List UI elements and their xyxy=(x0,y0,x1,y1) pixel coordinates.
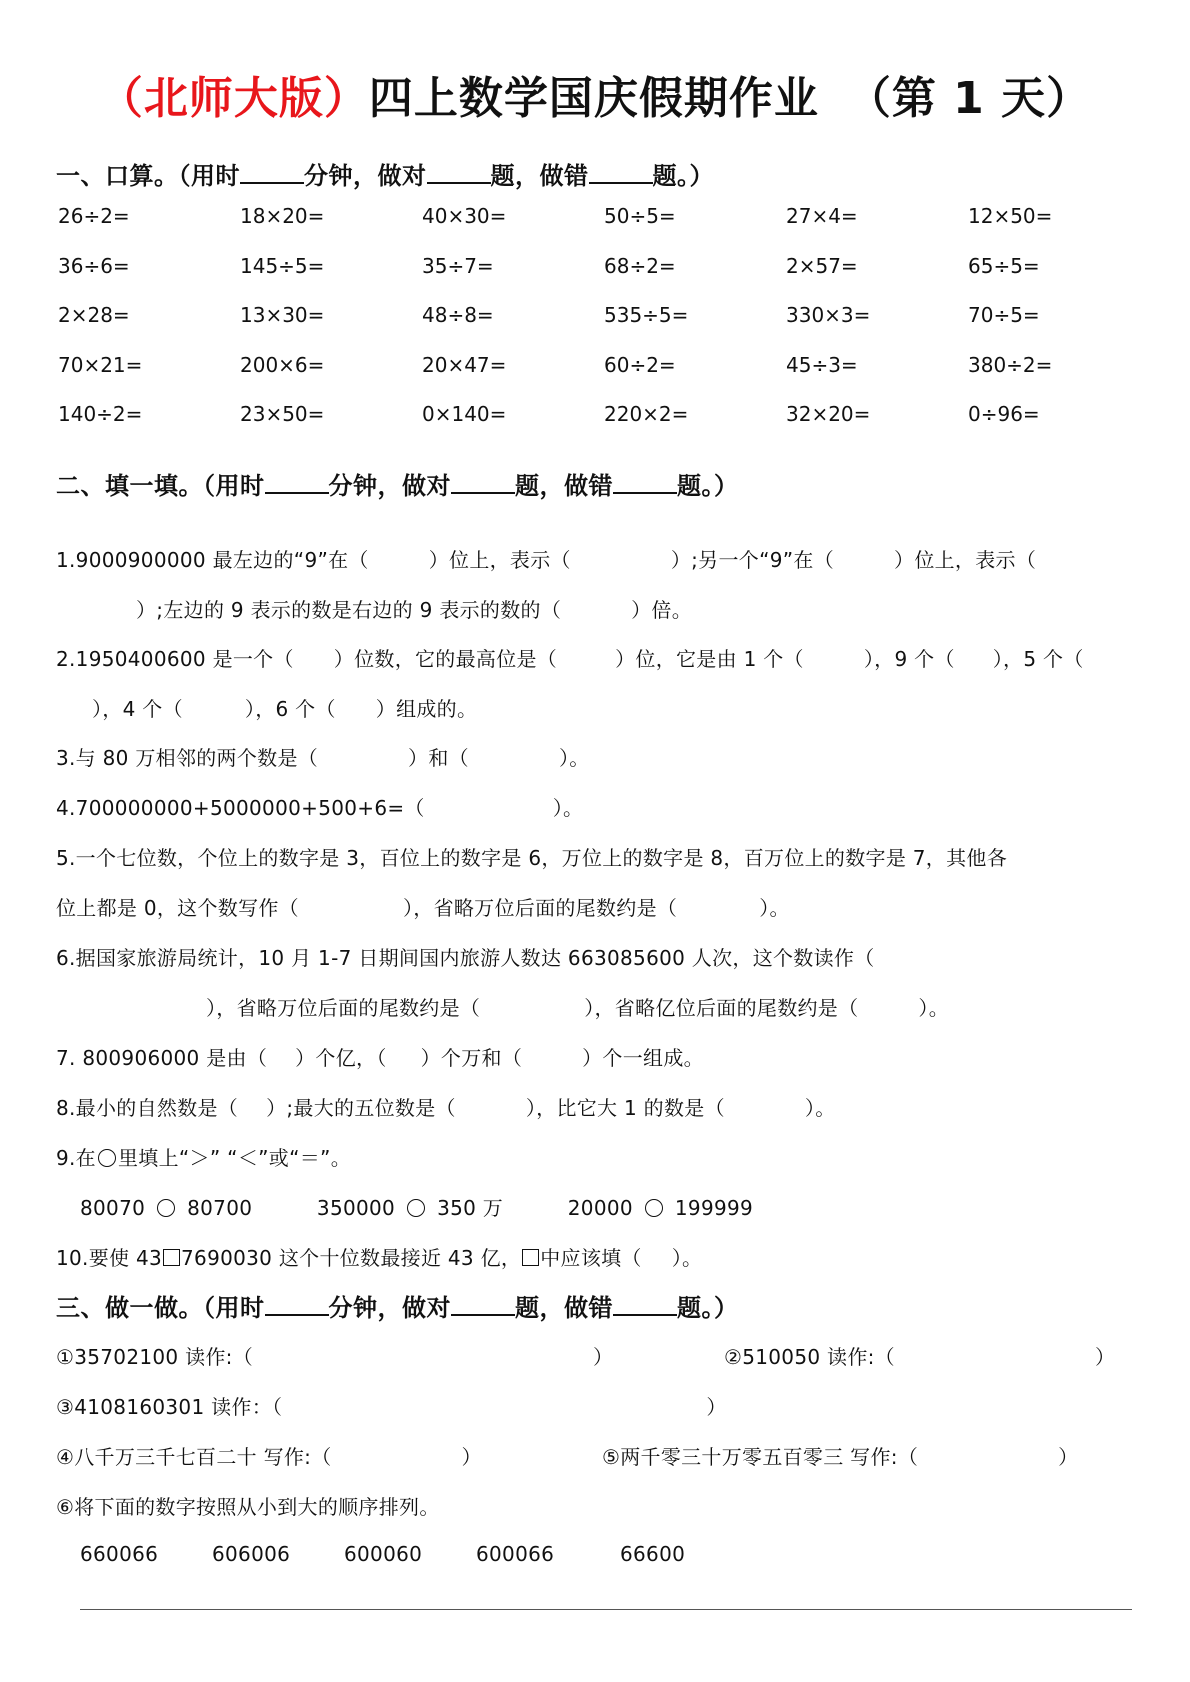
calc-item: 50÷5= xyxy=(604,204,676,228)
calc-item: 65÷5= xyxy=(968,253,1040,278)
calc-item: 23×50= xyxy=(240,402,325,426)
calc-item: 140÷2= xyxy=(58,402,143,426)
calc-item: 0×140= xyxy=(422,402,507,426)
calc-item: 145÷5= xyxy=(240,253,325,278)
calc-item: 20×47= xyxy=(422,352,507,377)
order-number: 600066 xyxy=(476,1542,555,1566)
read-item-3: ③4108160301 读作：（ ） xyxy=(56,1395,727,1419)
wrong-blank[interactable] xyxy=(589,162,653,184)
question-7: 7. 800906000 是由（ ）个亿，（ ）个万和（ ）个一组成。 xyxy=(56,1046,704,1070)
correct-blank[interactable] xyxy=(451,472,515,494)
calc-item: 12×50= xyxy=(968,204,1053,228)
question-2: 2.1950400600 是一个（ ）位数，它的最高位是（ ）位，它是由 1 个（ ），9 个（ ），5 个（ xyxy=(56,647,1084,671)
calc-item: 70×21= xyxy=(58,352,143,377)
calc-item: 200×6= xyxy=(240,352,325,377)
circle-icon xyxy=(98,1149,116,1167)
calc-item: 330×3= xyxy=(786,303,871,327)
correct-blank[interactable] xyxy=(427,162,491,184)
title-day: （第 1 天） xyxy=(846,73,1092,124)
calc-row xyxy=(58,303,1158,353)
question-8: 8.最小的自然数是（ ）;最大的五位数是（ ），比它大 1 的数是（ ）。 xyxy=(56,1096,836,1120)
question-4: 4.700000000+5000000+500+6=（ ）。 xyxy=(56,796,584,820)
order-number: 66600 xyxy=(620,1542,686,1566)
section-3-header: 三、做一做。（用时 分钟，做对 题，做错 题。） xyxy=(56,1294,739,1322)
calc-item: 45÷3= xyxy=(786,352,858,377)
compare-circle[interactable] xyxy=(645,1199,663,1217)
write-item-5: ⑤两千零三十万零五百零三 写作:（ ） xyxy=(602,1445,1079,1469)
title-edition: （北师大版） xyxy=(98,73,369,124)
wrong-blank[interactable] xyxy=(613,1294,677,1316)
calc-item: 535÷5= xyxy=(604,303,689,327)
order-number: 606006 xyxy=(212,1542,291,1566)
mental-math-grid xyxy=(58,204,1158,452)
calc-item: 35÷7= xyxy=(422,253,494,278)
order-item-6: ⑥将下面的数字按照从小到大的顺序排列。 xyxy=(56,1495,440,1519)
calc-item: 32×20= xyxy=(786,402,871,426)
question-9: 9.在 里填上“＞” “＜”或“＝”。 xyxy=(56,1146,352,1170)
calc-item: 36÷6= xyxy=(58,253,130,278)
correct-blank[interactable] xyxy=(451,1294,515,1316)
time-blank[interactable] xyxy=(265,472,329,494)
time-blank[interactable] xyxy=(265,1294,329,1316)
question-10: 10.要使 43 7690030 这个十位数最接近 43 亿， 中应该填（ ）。 xyxy=(56,1246,703,1270)
calc-item: 70÷5= xyxy=(968,303,1040,327)
calc-item: 48÷8= xyxy=(422,303,494,327)
calc-item: 2×57= xyxy=(786,253,858,278)
calc-item: 40×30= xyxy=(422,204,507,228)
question-2-cont: ），4 个（ ），6 个（ ）组成的。 xyxy=(92,697,478,721)
calc-item: 26÷2= xyxy=(58,204,130,228)
calc-row xyxy=(58,402,1158,452)
calc-row xyxy=(58,254,1158,304)
read-item-1: ①35702100 读作:（ ） xyxy=(56,1345,614,1369)
calc-item: 60÷2= xyxy=(604,352,676,377)
calc-item: 18×20= xyxy=(240,204,325,228)
question-1-cont: ）;左边的 9 表示的数是右边的 9 表示的数的（ ）倍。 xyxy=(136,598,693,622)
question-5-cont: 位上都是 0，这个数写作（ ），省略万位后面的尾数约是（ ）。 xyxy=(56,896,790,920)
question-3: 3.与 80 万相邻的两个数是（ ）和（ ）。 xyxy=(56,746,590,770)
calc-item: 68÷2= xyxy=(604,253,676,278)
read-item-2: ②510050 读作:（ ） xyxy=(724,1345,1116,1369)
section-2-header: 二、填一填。（用时 分钟，做对 题，做错 题。） xyxy=(56,472,739,500)
digit-box[interactable] xyxy=(163,1249,180,1266)
compare-circle[interactable] xyxy=(407,1199,425,1217)
order-numbers xyxy=(80,1542,720,1566)
calc-item: 13×30= xyxy=(240,303,325,327)
calc-item: 27×4= xyxy=(786,204,858,228)
question-6-cont: ），省略万位后面的尾数约是（ ），省略亿位后面的尾数约是（ ）。 xyxy=(206,996,950,1020)
question-9-compare xyxy=(80,1192,811,1221)
calc-row xyxy=(58,204,1158,254)
question-5: 5.一个七位数，个位上的数字是 3，百位上的数字是 6，万位上的数字是 8，百万位上的数字是 7，其他各 xyxy=(56,846,1008,870)
title-main: 四上数学国庆假期作业 xyxy=(368,73,819,124)
wrong-blank[interactable] xyxy=(613,472,677,494)
question-6: 6.据国家旅游局统计，10 月 1-7 日期间国内旅游人数达 663085600 人次，这个数读作（ xyxy=(56,946,875,970)
time-blank[interactable] xyxy=(240,162,304,184)
compare-item: 350000 350 万 xyxy=(316,1196,504,1220)
question-1: 1.9000900000 最左边的“9”在（ ）位上，表示（ ）;另一个“9”在（ ）位上，表示（ xyxy=(56,548,1037,572)
calc-item: 380÷2= xyxy=(968,352,1053,377)
write-item-4: ④八千万三千七百二十 写作:（ ） xyxy=(56,1445,482,1469)
page-title xyxy=(0,62,1190,126)
calc-item: 0÷96= xyxy=(968,402,1040,426)
calc-item: 2×28= xyxy=(58,303,130,327)
compare-circle[interactable] xyxy=(157,1199,175,1217)
compare-item: 20000 199999 xyxy=(567,1196,754,1220)
digit-box-icon xyxy=(522,1249,539,1266)
order-number: 600060 xyxy=(344,1542,423,1566)
section-1-header: 一、口算。（用时 分钟，做对 题，做错 题。） xyxy=(56,162,714,190)
compare-item: 80070 80700 xyxy=(80,1196,253,1220)
calc-item: 220×2= xyxy=(604,402,689,426)
footer-divider xyxy=(80,1609,1132,1610)
calc-row xyxy=(58,353,1158,403)
order-number: 660066 xyxy=(80,1542,159,1566)
